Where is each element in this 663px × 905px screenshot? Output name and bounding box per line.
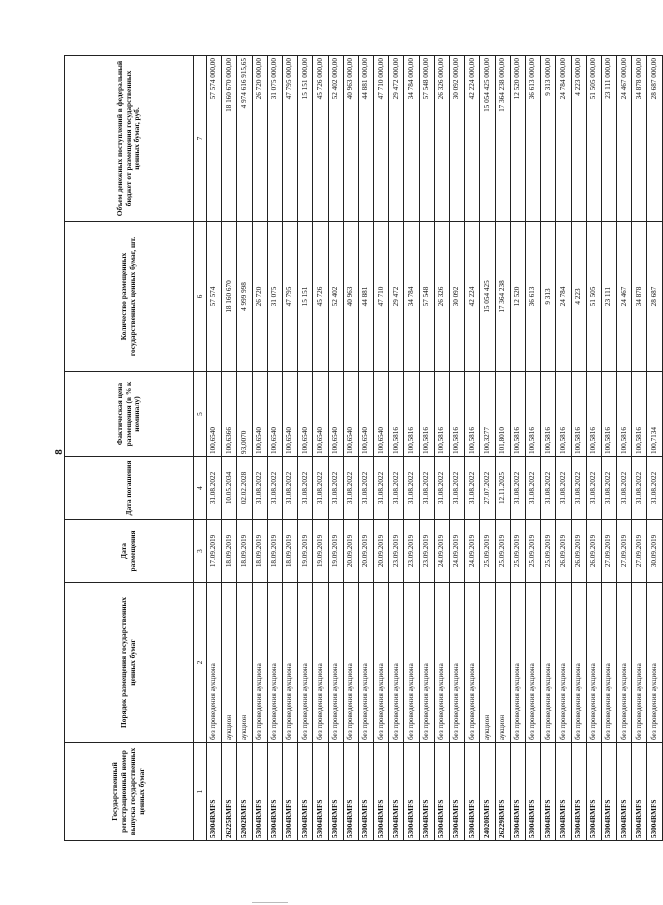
maturity-date-cell: 10.05.2034 <box>222 457 237 520</box>
quantity-cell: 15 054 425 <box>480 222 495 372</box>
placement-procedure-cell: без проведения аукциона <box>647 583 662 743</box>
placement-procedure-cell: без проведения аукциона <box>586 583 601 743</box>
column-number: 1 <box>194 743 207 841</box>
quantity-cell: 34 878 <box>632 222 647 372</box>
placement-procedure-cell: без проведения аукциона <box>434 583 449 743</box>
placement-procedure-cell: без проведения аукциона <box>617 583 632 743</box>
placement-date-cell: 24.09.2019 <box>450 520 465 583</box>
registration-number-cell: 53004RMFS <box>571 743 586 841</box>
table-row <box>632 56 647 841</box>
maturity-date-cell: 31.08.2022 <box>404 457 419 520</box>
price-cell: 100,5816 <box>510 372 525 457</box>
maturity-date-cell: 31.08.2022 <box>556 457 571 520</box>
table-row <box>480 56 495 841</box>
proceeds-cell: 15 151 000,00 <box>298 56 313 222</box>
table-row <box>586 56 601 841</box>
price-cell: 100,6366 <box>222 372 237 457</box>
price-cell: 100,3277 <box>480 372 495 457</box>
table-row <box>252 56 267 841</box>
maturity-date-cell: 31.08.2022 <box>252 457 267 520</box>
placement-date-cell: 25.09.2019 <box>541 520 556 583</box>
maturity-date-cell: 31.08.2022 <box>465 457 480 520</box>
table-row <box>495 56 510 841</box>
column-number: 7 <box>194 56 207 222</box>
registration-number-cell: 24020RMFS <box>480 743 495 841</box>
header-proceeds: Объем денежных поступлений в федеральный бюджет от размещения государственных ценных бумаг, руб. <box>65 56 194 222</box>
placement-date-cell: 18.09.2019 <box>267 520 282 583</box>
placement-procedure-cell: без проведения аукциона <box>389 583 404 743</box>
placement-procedure-cell: без проведения аукциона <box>450 583 465 743</box>
header-registration-number: Государственный регистрационный номер выпуска государственных ценных бумаг <box>65 743 194 841</box>
price-cell: 100,6540 <box>358 372 373 457</box>
price-cell: 100,5816 <box>525 372 540 457</box>
proceeds-cell: 31 075 000,00 <box>267 56 282 222</box>
quantity-cell: 23 111 <box>601 222 616 372</box>
header-maturity-date: Дата погашения <box>65 457 194 520</box>
table-row <box>510 56 525 841</box>
price-cell: 93,0070 <box>237 372 252 457</box>
table-row <box>541 56 556 841</box>
proceeds-cell: 4 974 616 915,65 <box>237 56 252 222</box>
quantity-cell: 12 520 <box>510 222 525 372</box>
registration-number-cell: 53004RMFS <box>374 743 389 841</box>
proceeds-cell: 57 548 000,00 <box>419 56 434 222</box>
placement-date-cell: 27.09.2019 <box>632 520 647 583</box>
placement-date-cell: 27.09.2019 <box>617 520 632 583</box>
proceeds-cell: 24 467 000,00 <box>617 56 632 222</box>
maturity-date-cell: 31.08.2022 <box>419 457 434 520</box>
proceeds-cell: 45 726 000,00 <box>313 56 328 222</box>
table-row <box>328 56 343 841</box>
registration-number-cell: 26229RMFS <box>495 743 510 841</box>
table-row <box>207 56 222 841</box>
registration-number-cell: 53004RMFS <box>419 743 434 841</box>
proceeds-cell: 24 784 000,00 <box>556 56 571 222</box>
price-cell: 100,5816 <box>617 372 632 457</box>
price-cell: 100,5816 <box>601 372 616 457</box>
table-row <box>419 56 434 841</box>
price-cell: 100,6540 <box>252 372 267 457</box>
maturity-date-cell: 31.08.2022 <box>328 457 343 520</box>
placement-date-cell: 23.09.2019 <box>389 520 404 583</box>
placement-procedure-cell: без проведения аукциона <box>358 583 373 743</box>
price-cell: 100,5816 <box>465 372 480 457</box>
registration-number-cell: 53004RMFS <box>450 743 465 841</box>
price-cell: 100,5816 <box>632 372 647 457</box>
registration-number-cell: 53004RMFS <box>343 743 358 841</box>
table-body <box>207 56 663 841</box>
placement-date-cell: 20.09.2019 <box>358 520 373 583</box>
quantity-cell: 42 224 <box>465 222 480 372</box>
column-number-row <box>194 56 207 841</box>
proceeds-cell: 4 223 000,00 <box>571 56 586 222</box>
quantity-cell: 18 160 670 <box>222 222 237 372</box>
placement-date-cell: 25.09.2019 <box>525 520 540 583</box>
placement-date-cell: 19.09.2019 <box>313 520 328 583</box>
registration-number-cell: 53004RMFS <box>510 743 525 841</box>
price-cell: 100,5816 <box>404 372 419 457</box>
placement-date-cell: 23.09.2019 <box>404 520 419 583</box>
quantity-cell: 9 313 <box>541 222 556 372</box>
maturity-date-cell: 31.08.2022 <box>313 457 328 520</box>
placement-procedure-cell: без проведения аукциона <box>298 583 313 743</box>
placement-date-cell: 26.09.2019 <box>556 520 571 583</box>
registration-number-cell: 53004RMFS <box>617 743 632 841</box>
proceeds-cell: 18 160 670 000,00 <box>222 56 237 222</box>
maturity-date-cell: 31.08.2022 <box>525 457 540 520</box>
quantity-cell: 52 402 <box>328 222 343 372</box>
registration-number-cell: 53004RMFS <box>252 743 267 841</box>
placement-date-cell: 27.09.2019 <box>601 520 616 583</box>
placement-date-cell: 30.09.2019 <box>647 520 662 583</box>
proceeds-cell: 52 402 000,00 <box>328 56 343 222</box>
placement-date-cell: 26.09.2019 <box>586 520 601 583</box>
quantity-cell: 15 151 <box>298 222 313 372</box>
placement-procedure-cell: без проведения аукциона <box>601 583 616 743</box>
securities-placement-table <box>64 55 663 841</box>
quantity-cell: 51 505 <box>586 222 601 372</box>
registration-number-cell: 53004RMFS <box>358 743 373 841</box>
placement-date-cell: 25.09.2019 <box>480 520 495 583</box>
quantity-cell: 4 999 998 <box>237 222 252 372</box>
price-cell: 100,5816 <box>556 372 571 457</box>
price-cell: 100,5816 <box>586 372 601 457</box>
registration-number-cell: 53004RMFS <box>404 743 419 841</box>
placement-date-cell: 25.09.2019 <box>510 520 525 583</box>
placement-procedure-cell: аукцион <box>237 583 252 743</box>
price-cell: 100,6540 <box>267 372 282 457</box>
proceeds-cell: 57 574 000,00 <box>207 56 222 222</box>
registration-number-cell: 53004RMFS <box>465 743 480 841</box>
quantity-cell: 45 726 <box>313 222 328 372</box>
maturity-date-cell: 31.08.2022 <box>282 457 297 520</box>
proceeds-cell: 17 364 238 000,00 <box>495 56 510 222</box>
placement-date-cell: 23.09.2019 <box>419 520 434 583</box>
proceeds-cell: 12 520 000,00 <box>510 56 525 222</box>
placement-procedure-cell: без проведения аукциона <box>404 583 419 743</box>
registration-number-cell: 53004RMFS <box>586 743 601 841</box>
registration-number-cell: 53004RMFS <box>556 743 571 841</box>
price-cell: 101,8010 <box>495 372 510 457</box>
maturity-date-cell: 31.08.2022 <box>647 457 662 520</box>
proceeds-cell: 36 613 000,00 <box>525 56 540 222</box>
proceeds-cell: 30 092 000,00 <box>450 56 465 222</box>
price-cell: 100,5816 <box>450 372 465 457</box>
registration-number-cell: 53004RMFS <box>282 743 297 841</box>
proceeds-cell: 26 326 000,00 <box>434 56 449 222</box>
placement-procedure-cell: без проведения аукциона <box>465 583 480 743</box>
table-row <box>358 56 373 841</box>
placement-procedure-cell: аукцион <box>222 583 237 743</box>
header-actual-price: Фактическая цена размещения (в % к номиналу) <box>65 372 194 457</box>
quantity-cell: 26 326 <box>434 222 449 372</box>
placement-date-cell: 19.09.2019 <box>298 520 313 583</box>
header-placement-procedure: Порядок размещения государственных ценных бумаг <box>65 583 194 743</box>
quantity-cell: 40 963 <box>343 222 358 372</box>
proceeds-cell: 23 111 000,00 <box>601 56 616 222</box>
table-row <box>237 56 252 841</box>
placement-date-cell: 17.09.2019 <box>207 520 222 583</box>
maturity-date-cell: 27.07.2022 <box>480 457 495 520</box>
placement-procedure-cell: без проведения аукциона <box>313 583 328 743</box>
placement-procedure-cell: без проведения аукциона <box>632 583 647 743</box>
proceeds-cell: 51 505 000,00 <box>586 56 601 222</box>
maturity-date-cell: 31.08.2022 <box>267 457 282 520</box>
placement-procedure-cell: без проведения аукциона <box>343 583 358 743</box>
placement-procedure-cell: без проведения аукциона <box>556 583 571 743</box>
proceeds-cell: 42 224 000,00 <box>465 56 480 222</box>
price-cell: 100,5816 <box>541 372 556 457</box>
quantity-cell: 57 574 <box>207 222 222 372</box>
maturity-date-cell: 12.11.2025 <box>495 457 510 520</box>
table-header-row <box>65 56 194 841</box>
placement-date-cell: 19.09.2019 <box>328 520 343 583</box>
page-number: 8 <box>52 449 65 455</box>
quantity-cell: 26 720 <box>252 222 267 372</box>
price-cell: 100,5816 <box>434 372 449 457</box>
proceeds-cell: 34 878 000,00 <box>632 56 647 222</box>
maturity-date-cell: 31.08.2022 <box>343 457 358 520</box>
proceeds-cell: 44 881 000,00 <box>358 56 373 222</box>
table-row <box>525 56 540 841</box>
placement-date-cell: 20.09.2019 <box>374 520 389 583</box>
placement-procedure-cell: без проведения аукциона <box>328 583 343 743</box>
price-cell: 100,7134 <box>647 372 662 457</box>
table-row <box>556 56 571 841</box>
registration-number-cell: 53004RMFS <box>328 743 343 841</box>
quantity-cell: 57 548 <box>419 222 434 372</box>
table-row <box>450 56 465 841</box>
placement-procedure-cell: без проведения аукциона <box>282 583 297 743</box>
maturity-date-cell: 31.08.2022 <box>434 457 449 520</box>
proceeds-cell: 47 795 000,00 <box>282 56 297 222</box>
scan-artifact-line <box>252 902 288 903</box>
placement-date-cell: 25.09.2019 <box>495 520 510 583</box>
registration-number-cell: 53004RMFS <box>313 743 328 841</box>
quantity-cell: 34 784 <box>404 222 419 372</box>
maturity-date-cell: 31.08.2022 <box>541 457 556 520</box>
price-cell: 100,6540 <box>343 372 358 457</box>
header-quantity: Количество размещенных государственных ценных бумаг, шт. <box>65 222 194 372</box>
placement-procedure-cell: без проведения аукциона <box>571 583 586 743</box>
column-number: 2 <box>194 583 207 743</box>
quantity-cell: 29 472 <box>389 222 404 372</box>
quantity-cell: 4 223 <box>571 222 586 372</box>
maturity-date-cell: 31.08.2022 <box>298 457 313 520</box>
placement-date-cell: 20.09.2019 <box>343 520 358 583</box>
quantity-cell: 17 364 238 <box>495 222 510 372</box>
price-cell: 100,6540 <box>282 372 297 457</box>
column-number: 6 <box>194 222 207 372</box>
registration-number-cell: 52002RMFS <box>237 743 252 841</box>
quantity-cell: 30 092 <box>450 222 465 372</box>
placement-procedure-cell: без проведения аукциона <box>252 583 267 743</box>
proceeds-cell: 40 963 000,00 <box>343 56 358 222</box>
quantity-cell: 44 881 <box>358 222 373 372</box>
table-row <box>601 56 616 841</box>
maturity-date-cell: 31.08.2022 <box>617 457 632 520</box>
quantity-cell: 28 687 <box>647 222 662 372</box>
registration-number-cell: 53004RMFS <box>525 743 540 841</box>
price-cell: 100,6540 <box>207 372 222 457</box>
quantity-cell: 36 613 <box>525 222 540 372</box>
quantity-cell: 47 710 <box>374 222 389 372</box>
proceeds-cell: 29 472 000,00 <box>389 56 404 222</box>
placement-procedure-cell: без проведения аукциона <box>374 583 389 743</box>
table-row <box>374 56 389 841</box>
maturity-date-cell: 31.08.2022 <box>389 457 404 520</box>
price-cell: 100,6540 <box>298 372 313 457</box>
registration-number-cell: 53004RMFS <box>541 743 556 841</box>
price-cell: 100,6540 <box>374 372 389 457</box>
proceeds-cell: 15 054 425 000,00 <box>480 56 495 222</box>
header-placement-date: Дата размещения <box>65 520 194 583</box>
table-row <box>404 56 419 841</box>
quantity-cell: 24 784 <box>556 222 571 372</box>
registration-number-cell: 53004RMFS <box>647 743 662 841</box>
proceeds-cell: 9 313 000,00 <box>541 56 556 222</box>
registration-number-cell: 53004RMFS <box>207 743 222 841</box>
placement-procedure-cell: без проведения аукциона <box>525 583 540 743</box>
placement-procedure-cell: без проведения аукциона <box>541 583 556 743</box>
table-row <box>298 56 313 841</box>
price-cell: 100,5816 <box>419 372 434 457</box>
placement-procedure-cell: аукцион <box>480 583 495 743</box>
registration-number-cell: 53004RMFS <box>298 743 313 841</box>
table-row <box>222 56 237 841</box>
placement-date-cell: 18.09.2019 <box>237 520 252 583</box>
table-row <box>434 56 449 841</box>
placement-date-cell: 24.09.2019 <box>465 520 480 583</box>
price-cell: 100,5816 <box>571 372 586 457</box>
column-number: 3 <box>194 520 207 583</box>
maturity-date-cell: 31.08.2022 <box>571 457 586 520</box>
price-cell: 100,5816 <box>389 372 404 457</box>
maturity-date-cell: 31.08.2022 <box>358 457 373 520</box>
maturity-date-cell: 02.02.2028 <box>237 457 252 520</box>
maturity-date-cell: 31.08.2022 <box>510 457 525 520</box>
table-row <box>571 56 586 841</box>
table-row <box>617 56 632 841</box>
proceeds-cell: 34 784 000,00 <box>404 56 419 222</box>
maturity-date-cell: 31.08.2022 <box>601 457 616 520</box>
table-row <box>647 56 662 841</box>
registration-number-cell: 53004RMFS <box>434 743 449 841</box>
registration-number-cell: 53004RMFS <box>632 743 647 841</box>
quantity-cell: 47 795 <box>282 222 297 372</box>
placement-procedure-cell: без проведения аукциона <box>267 583 282 743</box>
proceeds-cell: 47 710 000,00 <box>374 56 389 222</box>
registration-number-cell: 53004RMFS <box>601 743 616 841</box>
maturity-date-cell: 31.08.2022 <box>450 457 465 520</box>
maturity-date-cell: 31.08.2022 <box>586 457 601 520</box>
price-cell: 100,6540 <box>313 372 328 457</box>
column-number: 4 <box>194 457 207 520</box>
registration-number-cell: 26225RMFS <box>222 743 237 841</box>
rotated-table-container <box>64 56 658 841</box>
registration-number-cell: 53004RMFS <box>267 743 282 841</box>
registration-number-cell: 53004RMFS <box>389 743 404 841</box>
placement-procedure-cell: без проведения аукциона <box>510 583 525 743</box>
column-number: 5 <box>194 372 207 457</box>
placement-date-cell: 24.09.2019 <box>434 520 449 583</box>
maturity-date-cell: 31.08.2022 <box>632 457 647 520</box>
placement-date-cell: 18.09.2019 <box>222 520 237 583</box>
table-row <box>389 56 404 841</box>
placement-procedure-cell: аукцион <box>495 583 510 743</box>
table-row <box>313 56 328 841</box>
maturity-date-cell: 31.08.2022 <box>374 457 389 520</box>
placement-date-cell: 26.09.2019 <box>571 520 586 583</box>
proceeds-cell: 26 720 000,00 <box>252 56 267 222</box>
price-cell: 100,6540 <box>328 372 343 457</box>
maturity-date-cell: 31.08.2022 <box>207 457 222 520</box>
table-row <box>267 56 282 841</box>
table-row <box>282 56 297 841</box>
table-row <box>465 56 480 841</box>
placement-date-cell: 18.09.2019 <box>282 520 297 583</box>
table-row <box>343 56 358 841</box>
proceeds-cell: 28 687 000,00 <box>647 56 662 222</box>
placement-procedure-cell: без проведения аукциона <box>207 583 222 743</box>
quantity-cell: 24 467 <box>617 222 632 372</box>
placement-procedure-cell: без проведения аукциона <box>419 583 434 743</box>
quantity-cell: 31 075 <box>267 222 282 372</box>
placement-date-cell: 18.09.2019 <box>252 520 267 583</box>
